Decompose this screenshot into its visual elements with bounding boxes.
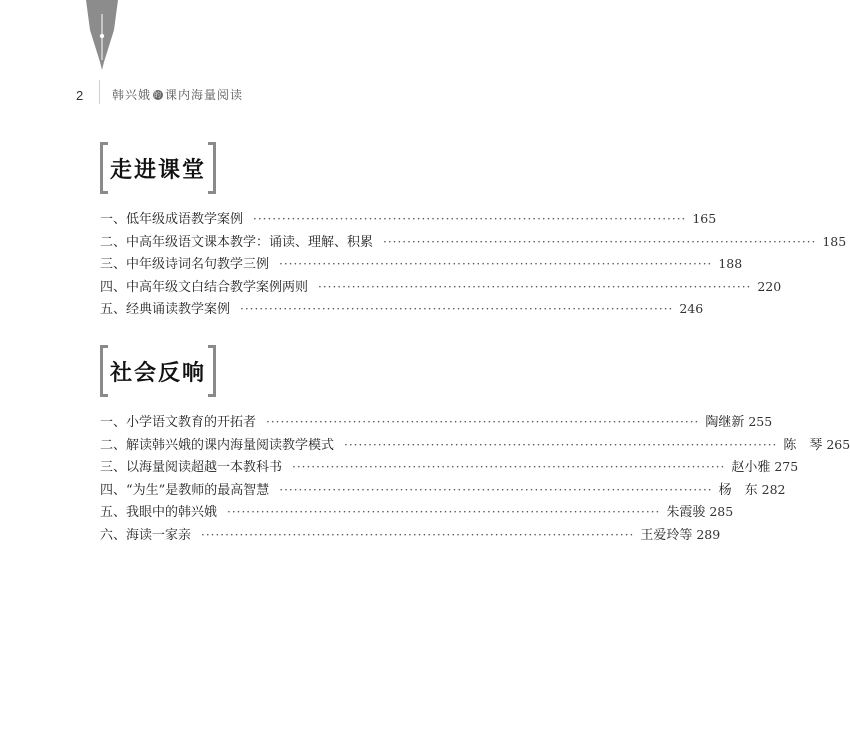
running-head-mark: 的 bbox=[154, 90, 163, 99]
toc-entry[interactable] bbox=[100, 276, 782, 299]
toc-entry[interactable] bbox=[100, 298, 704, 321]
toc-entry[interactable] bbox=[100, 411, 773, 434]
toc-entry[interactable] bbox=[100, 501, 734, 524]
dot-leader: ·························································································· bbox=[253, 212, 687, 226]
toc-entry[interactable] bbox=[100, 456, 799, 479]
running-head bbox=[112, 86, 243, 103]
toc-entry-title: 五、我眼中的韩兴娥 bbox=[100, 505, 218, 521]
running-head-author: 韩兴娥 bbox=[112, 88, 152, 102]
bracket-left bbox=[100, 142, 108, 194]
toc-entry-title: 二、解读韩兴娥的课内海量阅读教学模式 bbox=[100, 437, 335, 453]
toc-entry-page: 289 bbox=[696, 526, 721, 542]
dot-leader: ·························································································· bbox=[279, 257, 713, 272]
toc-entry[interactable] bbox=[100, 208, 717, 231]
section-social-response bbox=[100, 345, 850, 547]
toc-entry-title: 三、以海量阅读超越一本教科书 bbox=[100, 460, 283, 476]
toc-entry-page: 188 bbox=[718, 256, 743, 272]
dot-leader: ·························································································· bbox=[266, 415, 700, 429]
toc-entry-page: 265 bbox=[826, 436, 850, 452]
toc-entry-title: 一、小学语文教育的开拓者 bbox=[100, 415, 257, 430]
bracket-left bbox=[100, 345, 108, 397]
section-title: 走进课堂 bbox=[109, 156, 206, 183]
dot-leader: ·························································································· bbox=[383, 234, 817, 249]
dot-leader: ·························································································· bbox=[279, 482, 713, 497]
toc-entry[interactable] bbox=[100, 434, 850, 457]
toc-entry-page: 255 bbox=[748, 414, 773, 429]
toc-entry[interactable] bbox=[100, 479, 786, 502]
toc-entry-title: 四、“为生”是教师的最高智慧 bbox=[100, 482, 270, 498]
section-classroom bbox=[100, 142, 847, 321]
pen-nib-icon bbox=[84, 0, 120, 70]
dot-leader: ·························································································· bbox=[318, 279, 752, 294]
toc-entry-title: 六、海读一家亲 bbox=[100, 527, 192, 543]
toc-entry-author: 朱霞骏 bbox=[666, 505, 706, 521]
toc-list bbox=[100, 208, 847, 321]
header-divider bbox=[99, 80, 100, 104]
section-title-box bbox=[100, 345, 216, 397]
toc-entry-author: 杨 东 bbox=[718, 482, 758, 498]
toc-list bbox=[100, 411, 850, 547]
toc-entry-title: 二、中高年级语文课本教学：诵读、理解、积累 bbox=[100, 234, 374, 250]
dot-leader: ·························································································· bbox=[344, 437, 778, 452]
toc-entry-page: 275 bbox=[774, 459, 799, 475]
toc-entry-page: 246 bbox=[679, 301, 704, 317]
toc-entry-author: 赵小雅 bbox=[731, 460, 771, 476]
bracket-right bbox=[208, 142, 216, 194]
dot-leader: ·························································································· bbox=[292, 460, 726, 475]
dot-leader: ·························································································· bbox=[227, 505, 661, 520]
toc-entry-author: 陈 琴 bbox=[783, 437, 823, 453]
toc-entry-author: 王爱玲等 bbox=[640, 527, 693, 543]
toc-entry-title: 一、低年级成语教学案例 bbox=[100, 212, 244, 227]
dot-leader: ·························································································· bbox=[201, 527, 635, 542]
toc-entry[interactable] bbox=[100, 253, 743, 276]
section-title: 社会反响 bbox=[109, 359, 206, 386]
toc-entry-title: 三、中年级诗词名句教学三例 bbox=[100, 257, 270, 273]
section-title-box bbox=[100, 142, 216, 194]
toc-entry-page: 185 bbox=[822, 233, 847, 249]
toc-entry-title: 四、中高年级文白结合教学案例两则 bbox=[100, 279, 309, 295]
toc-entry-author: 陶继新 bbox=[705, 415, 745, 430]
toc-entry[interactable] bbox=[100, 231, 847, 254]
toc-entry-page: 165 bbox=[692, 211, 717, 226]
bracket-right bbox=[208, 345, 216, 397]
running-head-title: 课内海量阅读 bbox=[165, 88, 244, 102]
toc-entry-page: 220 bbox=[757, 278, 782, 294]
toc-entry-page: 282 bbox=[761, 481, 786, 497]
toc-entry-title: 五、经典诵读教学案例 bbox=[100, 302, 231, 318]
dot-leader: ·························································································· bbox=[240, 302, 674, 317]
page-number: 2 bbox=[76, 88, 84, 103]
toc-entry-page: 285 bbox=[709, 504, 734, 520]
toc-entry[interactable] bbox=[100, 524, 721, 547]
